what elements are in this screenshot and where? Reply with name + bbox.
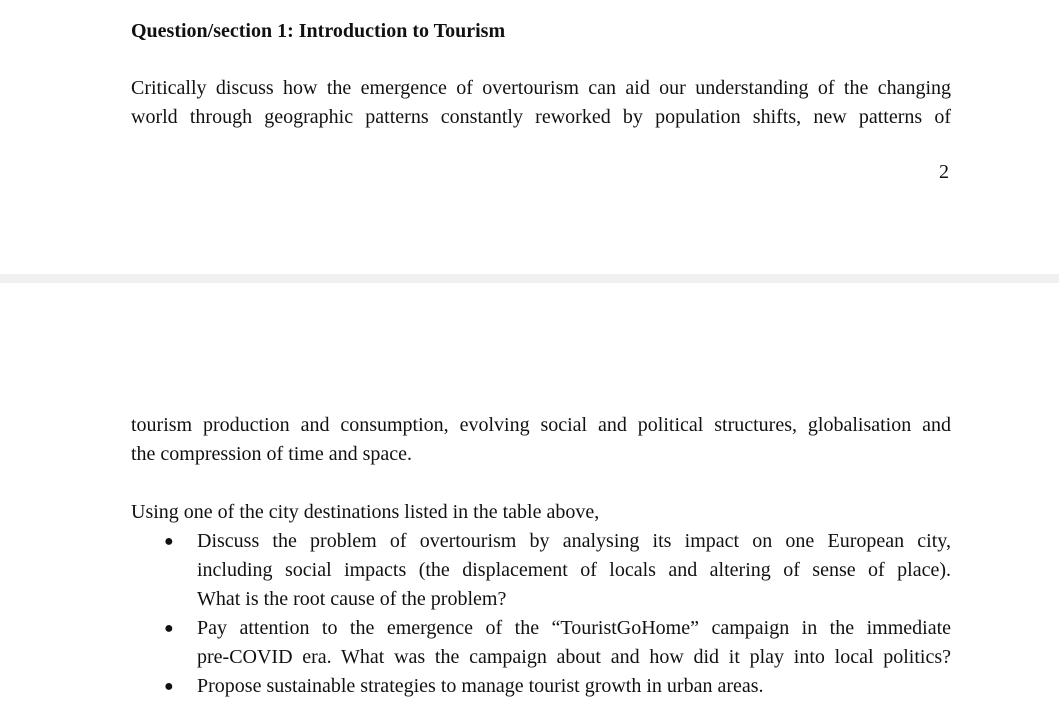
list-item-line: including social impacts (the displacement of locals and altering of sense of place). xyxy=(197,559,951,581)
page-break-divider xyxy=(0,274,1059,283)
bullet-icon: ● xyxy=(164,533,174,550)
document-page-1 xyxy=(0,0,1059,274)
list-item-text xyxy=(197,672,951,701)
list-item-line: pre-COVID era. What was the campaign about and how did it play into local politics? xyxy=(197,646,951,668)
continuation-line: the compression of time and space. xyxy=(131,443,413,465)
list-item xyxy=(131,527,951,614)
intro-paragraph xyxy=(131,74,951,132)
continuation-line: tourism production and consumption, evolving social and political structures, globalisation and xyxy=(131,414,951,436)
list-item-line: Propose sustainable strategies to manage tourist growth in urban areas. xyxy=(197,675,764,697)
bullet-icon: ● xyxy=(164,620,174,637)
bullet-list xyxy=(131,527,951,701)
list-item-text xyxy=(197,614,951,672)
list-item-line: Discuss the problem of overtourism by analysing its impact on one European city, xyxy=(197,530,951,552)
list-item xyxy=(131,614,951,672)
list-item-line: Pay attention to the emergence of the “TouristGoHome” campaign in the immediate xyxy=(197,617,951,639)
list-item-text xyxy=(197,527,951,614)
section-heading: Question/section 1: Introduction to Tourism xyxy=(131,20,506,42)
list-item xyxy=(131,672,951,701)
intro-line: Critically discuss how the emergence of overtourism can aid our understanding of the changing xyxy=(131,77,951,99)
continuation-paragraph xyxy=(131,411,951,469)
list-item-line: What is the root cause of the problem? xyxy=(197,588,507,610)
bullet-icon: ● xyxy=(164,678,174,695)
page-number: 2 xyxy=(939,161,949,183)
lead-in-text: Using one of the city destinations listed in the table above, xyxy=(131,501,600,523)
lead-in-paragraph xyxy=(131,498,951,527)
intro-line: world through geographic patterns constantly reworked by population shifts, new patterns of xyxy=(131,106,951,128)
document-page-2 xyxy=(0,283,1059,714)
